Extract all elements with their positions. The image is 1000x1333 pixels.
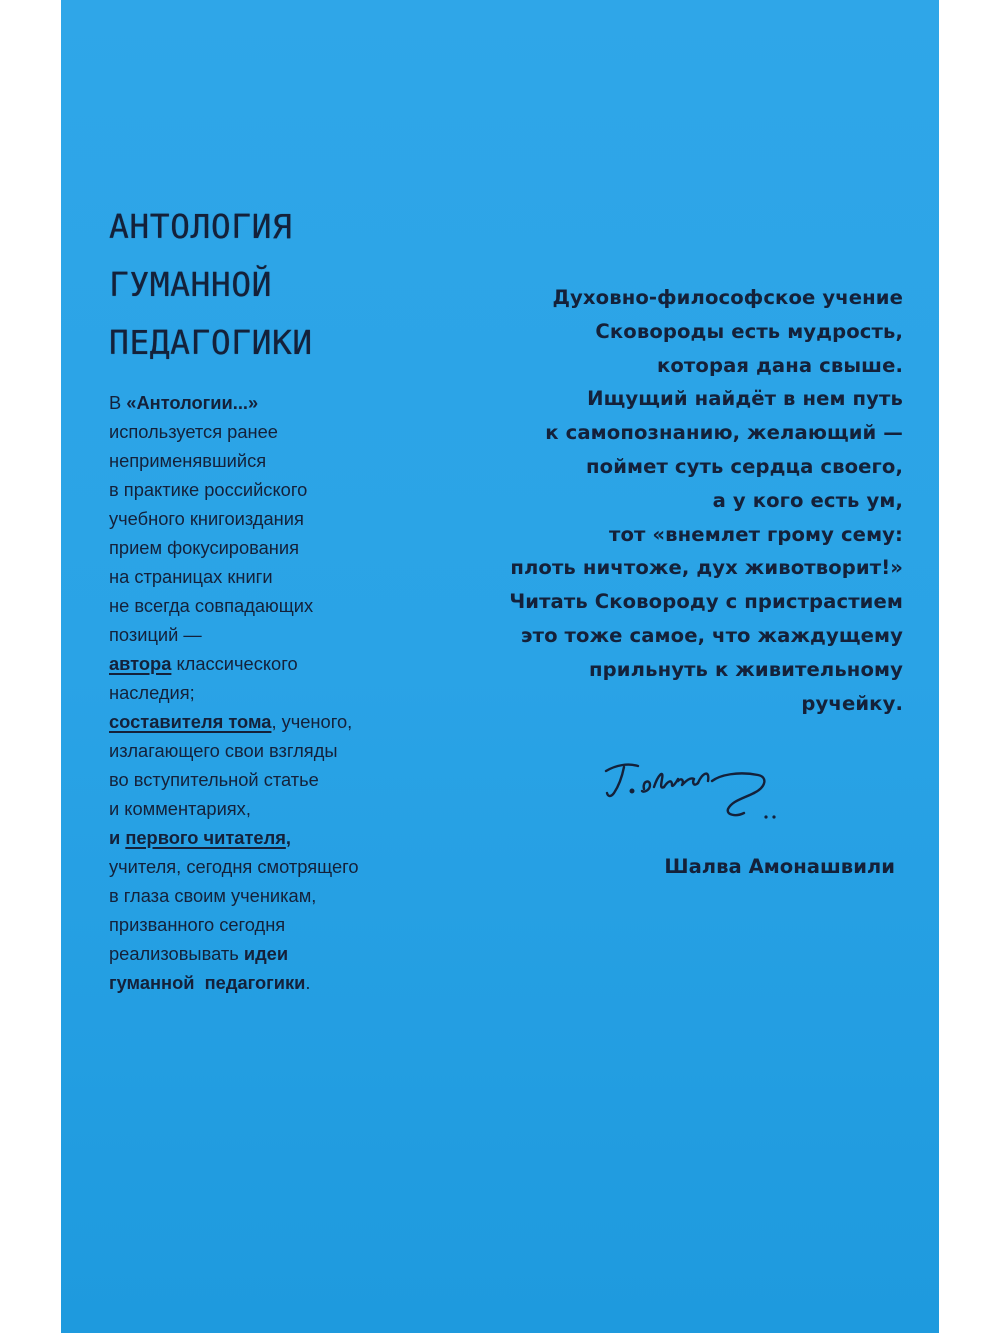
anthology-name: «Антологии...» — [126, 392, 259, 413]
description-line: во вступительной статье — [109, 769, 319, 790]
description-line: учителя, сегодня смотрящего — [109, 856, 359, 877]
book-title — [109, 198, 313, 372]
quote-line: прильнуть к живительному — [589, 657, 903, 681]
humane-pedagogy-emphasis: гуманной педагогики — [109, 972, 306, 993]
quote-line: Читать Сковороду с пристрастием — [509, 590, 903, 614]
description-line: составителя тома, ученого, — [109, 711, 353, 732]
title-line-2: ГУМАННОЙ — [109, 265, 272, 304]
ideas-emphasis: идеи — [243, 943, 289, 964]
quote-line: а у кого есть ум, — [712, 488, 903, 512]
skovoroda-quote — [423, 281, 903, 720]
description-line: используется ранее — [109, 421, 278, 442]
first-reader-emphasis: первого читателя — [125, 827, 286, 848]
quote-line: Сковороды есть мудрость, — [595, 319, 903, 343]
description-line: и комментариях, — [109, 798, 251, 819]
description-line: и первого читателя, — [109, 827, 291, 848]
description-line: гуманной педагогики. — [109, 972, 311, 993]
handwritten-signature-icon — [598, 757, 798, 835]
quote-line: Ищущий найдёт в нем путь — [587, 387, 903, 411]
description-line: реализовывать идеи — [109, 943, 289, 964]
quote-line: это тоже самое, что жаждущему — [520, 623, 903, 647]
description-line: не всегда совпадающих — [109, 595, 314, 616]
description-line: позиций — — [109, 624, 202, 645]
description-line: неприменявшийся — [109, 450, 267, 471]
quote-line: Духовно-философское учение — [552, 286, 903, 309]
author-emphasis: автора — [109, 653, 172, 674]
quote-line: к самопознанию, желающий — — [545, 421, 903, 445]
book-back-cover — [61, 0, 939, 1333]
description-line: призванного сегодня — [109, 914, 286, 935]
description-line: в глаза своим ученикам, — [109, 885, 317, 906]
quote-line: плоть ничтоже, дух животворит!» — [510, 556, 903, 580]
description-line: в практике российского — [109, 479, 308, 500]
compiler-emphasis: составителя тома — [109, 711, 272, 732]
quote-line: которая дана свыше. — [656, 353, 903, 377]
title-line-1: АНТОЛОГИЯ — [109, 207, 293, 246]
description-line: прием фокусирования — [109, 537, 300, 558]
quote-line: поймет суть сердца своего, — [586, 454, 903, 478]
description-line: автора классического — [109, 653, 298, 674]
description-line: излагающего свои взгляды — [109, 740, 338, 761]
quote-line: ручейку. — [801, 691, 903, 715]
description-line: на страницах книги — [109, 566, 273, 587]
description-line: учебного книгоиздания — [109, 508, 304, 529]
author-name: Шалва Амонашвили — [664, 855, 895, 878]
description-line: В «Антологии...» — [109, 392, 259, 413]
title-line-3: ПЕДАГОГИКИ — [109, 323, 313, 362]
description-line: наследия; — [109, 682, 195, 703]
anthology-description — [109, 388, 449, 997]
quote-line: тот «внемлет грому сему: — [609, 522, 903, 546]
